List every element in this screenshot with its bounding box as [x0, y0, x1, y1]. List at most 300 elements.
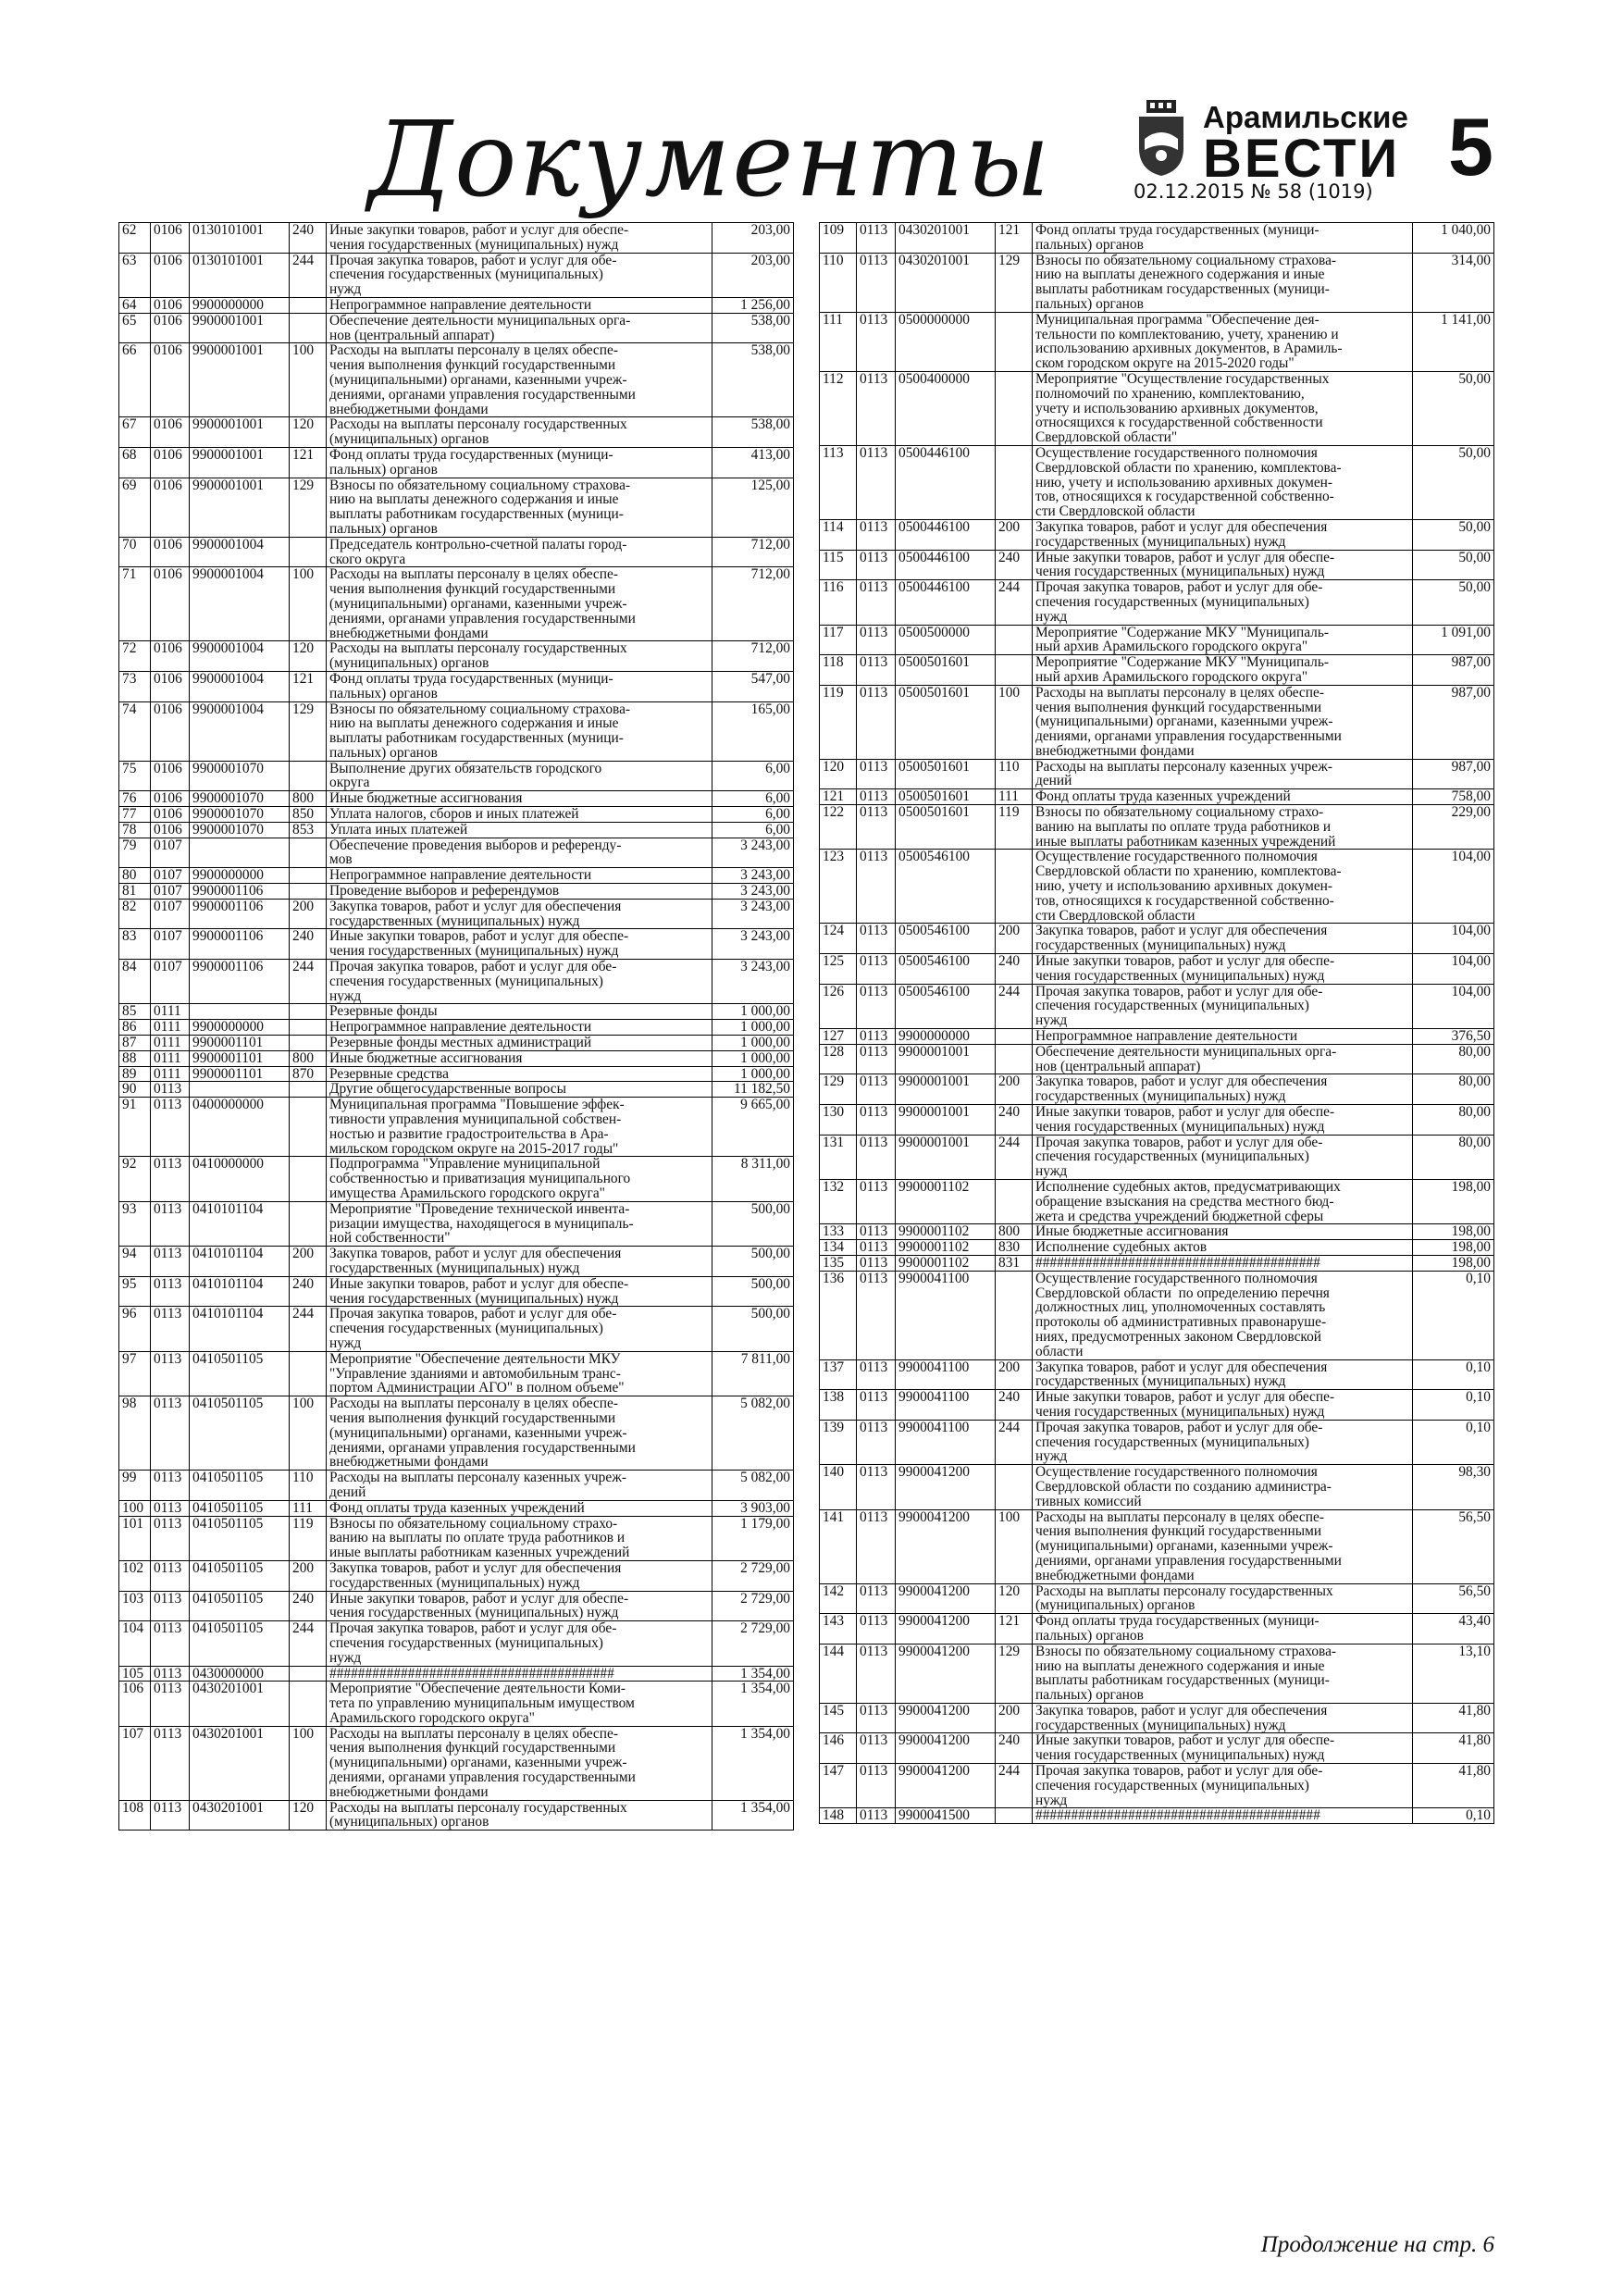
- expense-type: [996, 312, 1033, 371]
- expense-type: 129: [996, 253, 1033, 312]
- table-row: [119, 1666, 794, 1682]
- target-code: 9900041200: [896, 1465, 996, 1509]
- row-number: 80: [119, 868, 151, 884]
- amount: 3 903,00: [712, 1500, 794, 1516]
- row-number: 118: [820, 655, 857, 686]
- amount: 1 354,00: [712, 1800, 794, 1831]
- section-code: 0113: [857, 1044, 896, 1074]
- row-number: 68: [119, 447, 151, 478]
- table-row: [119, 1020, 794, 1036]
- amount: 1 000,00: [712, 1036, 794, 1051]
- section-code: 0113: [151, 1800, 190, 1831]
- section-code: 0107: [151, 899, 190, 929]
- target-code: 0500446100: [896, 445, 996, 519]
- target-code: 0410101104: [190, 1201, 290, 1246]
- row-number: 107: [119, 1726, 151, 1800]
- row-number: 79: [119, 838, 151, 868]
- expense-type: 120: [996, 1583, 1033, 1614]
- expense-type: 120: [290, 417, 327, 448]
- amount: 1 000,00: [712, 1066, 794, 1082]
- row-number: 105: [119, 1666, 151, 1682]
- expense-type: [290, 537, 327, 567]
- item-name: Иные закупки товаров, работ и услуг для обеспе- чения государственных (муниципальных) нужд: [1033, 1733, 1413, 1764]
- section-code: 0113: [857, 1240, 896, 1256]
- expense-type: 121: [290, 671, 327, 701]
- table-row: [119, 1351, 794, 1396]
- row-number: 124: [820, 924, 857, 954]
- section-code: 0106: [151, 537, 190, 567]
- amount: 5 082,00: [712, 1396, 794, 1471]
- section-code: 0113: [151, 1471, 190, 1501]
- item-name: ########################################: [1033, 1255, 1413, 1271]
- target-code: 0500446100: [896, 550, 996, 580]
- expense-type: 240: [290, 1276, 327, 1307]
- target-code: 9900041100: [896, 1359, 996, 1390]
- item-name: Иные закупки товаров, работ и услуг для обеспе- чения государственных (муниципальных) нужд: [1033, 550, 1413, 580]
- expense-type: 100: [996, 685, 1033, 759]
- item-name: Иные закупки товаров, работ и услуг для обеспе- чения государственных (муниципальных) нужд: [1033, 1105, 1413, 1136]
- row-number: 117: [820, 625, 857, 655]
- amount: 56,50: [1413, 1583, 1494, 1614]
- section-code: 0113: [151, 1082, 190, 1098]
- amount: 80,00: [1413, 1135, 1494, 1179]
- expense-type: [996, 445, 1033, 519]
- target-code: 0500501601: [896, 789, 996, 805]
- item-name: Расходы на выплаты персоналу в целях обеспе- чения выполнения функций государственными (муниципальными) органами, казенными учреж- дениями, органами управления государственными внебюджетными фондами: [327, 343, 712, 417]
- expense-type: 200: [290, 1247, 327, 1277]
- target-code: 0410501105: [190, 1621, 290, 1666]
- row-number: 90: [119, 1082, 151, 1098]
- row-number: 76: [119, 791, 151, 807]
- row-number: 139: [820, 1420, 857, 1464]
- amount: 203,00: [712, 253, 794, 297]
- target-code: 0430201001: [190, 1682, 290, 1726]
- item-name: Закупка товаров, работ и услуг для обеспечения государственных (муниципальных) нужд: [1033, 519, 1413, 550]
- expense-type: [290, 1682, 327, 1726]
- item-name: Расходы на выплаты персоналу в целях обеспе- чения выполнения функций государственными (муниципальными) органами, казенными учреж- дениями, органами управления государственными внебюджетными фондами: [1033, 1509, 1413, 1583]
- item-name: Прочая закупка товаров, работ и услуг для обе- спечения государственных (муниципальных) нужд: [327, 253, 712, 297]
- item-name: ########################################: [327, 1666, 712, 1682]
- row-number: 128: [820, 1044, 857, 1074]
- amount: 3 243,00: [712, 899, 794, 929]
- item-name: Осуществление государственного полномочия Свердловской области по хранению, комплектова- нию, учету и использованию архивных докумен- тов, относящихся к государственной собственно- сти Свердловской области: [1033, 850, 1413, 924]
- table-row: [119, 671, 794, 701]
- table-row: [119, 1066, 794, 1082]
- amount: 50,00: [1413, 550, 1494, 580]
- expense-type: [290, 1201, 327, 1246]
- section-code: 0113: [857, 1583, 896, 1614]
- expense-type: 200: [996, 1359, 1033, 1390]
- amount: 987,00: [1413, 685, 1494, 759]
- target-code: 9900001001: [896, 1044, 996, 1074]
- target-code: 9900001004: [190, 641, 290, 672]
- target-code: 0410501105: [190, 1560, 290, 1591]
- section-code: 0113: [857, 1465, 896, 1509]
- amount: 0,10: [1413, 1390, 1494, 1421]
- item-name: Осуществление государственного полномочия Свердловской области по определению перечня должностных лиц, уполномоченных составлять протоколы об административных правонаруше- ниях, предусмотренных законом Свердловской области: [1033, 1271, 1413, 1359]
- section-code: 0113: [857, 1420, 896, 1464]
- table-row: [820, 805, 1494, 850]
- item-name: Иные закупки товаров, работ и услуг для обеспе- чения государственных (муниципальных) нужд: [1033, 1390, 1413, 1421]
- row-number: 119: [820, 685, 857, 759]
- row-number: 93: [119, 1201, 151, 1246]
- expense-type: 800: [290, 1050, 327, 1066]
- section-code: 0113: [857, 625, 896, 655]
- target-code: [190, 1004, 290, 1020]
- amount: 538,00: [712, 417, 794, 448]
- expense-type: [996, 655, 1033, 686]
- section-code: 0106: [151, 701, 190, 761]
- row-number: 100: [119, 1500, 151, 1516]
- table-row: [820, 1271, 1494, 1359]
- item-name: Обеспечение проведения выборов и референду- мов: [327, 838, 712, 868]
- expense-type: [290, 1157, 327, 1201]
- amount: 500,00: [712, 1276, 794, 1307]
- target-code: 9900041200: [896, 1509, 996, 1583]
- item-name: Закупка товаров, работ и услуг для обеспечения государственных (муниципальных) нужд: [327, 1560, 712, 1591]
- table-row: [119, 822, 794, 838]
- section-code: 0113: [857, 789, 896, 805]
- amount: 165,00: [712, 701, 794, 761]
- section-code: 0113: [857, 1135, 896, 1179]
- target-code: 9900001001: [190, 343, 290, 417]
- item-name: Прочая закупка товаров, работ и услуг для обе- спечения государственных (муниципальных) нужд: [327, 1307, 712, 1351]
- item-name: Иные бюджетные ассигнования: [327, 791, 712, 807]
- expense-type: [290, 868, 327, 884]
- table-row: [119, 447, 794, 478]
- table-row: [119, 701, 794, 761]
- section-code: 0113: [857, 1074, 896, 1105]
- section-code: 0113: [857, 312, 896, 371]
- amount: 98,30: [1413, 1465, 1494, 1509]
- amount: 198,00: [1413, 1180, 1494, 1224]
- item-name: Расходы на выплаты персоналу государственных (муниципальных) органов: [327, 1800, 712, 1831]
- section-code: 0113: [857, 1509, 896, 1583]
- row-number: 104: [119, 1621, 151, 1666]
- table-row: [820, 1255, 1494, 1271]
- amount: 5 082,00: [712, 1471, 794, 1501]
- row-number: 131: [820, 1135, 857, 1179]
- target-code: 9900041100: [896, 1271, 996, 1359]
- row-number: 133: [820, 1224, 857, 1240]
- row-number: 64: [119, 297, 151, 313]
- table-row: [119, 1726, 794, 1800]
- amount: 41,80: [1413, 1764, 1494, 1808]
- table-row: [119, 1157, 794, 1201]
- target-code: 9900001004: [190, 701, 290, 761]
- amount: 314,00: [1413, 253, 1494, 312]
- amount: 3 243,00: [712, 960, 794, 1004]
- amount: 41,80: [1413, 1733, 1494, 1764]
- row-number: 102: [119, 1560, 151, 1591]
- item-name: Осуществление государственного полномочия Свердловской области по хранению, комплектова- нию, учету и использованию архивных докумен- тов, относящихся к государственной собственно- сти Свердловской области: [1033, 445, 1413, 519]
- amount: 198,00: [1413, 1255, 1494, 1271]
- section-code: 0106: [151, 567, 190, 641]
- item-name: Закупка товаров, работ и услуг для обеспечения государственных (муниципальных) нужд: [327, 899, 712, 929]
- expense-type: 244: [290, 1621, 327, 1666]
- amount: 104,00: [1413, 850, 1494, 924]
- expense-type: 244: [996, 1420, 1033, 1464]
- expense-type: 129: [290, 701, 327, 761]
- expense-type: 244: [290, 253, 327, 297]
- section-code: 0113: [857, 850, 896, 924]
- item-name: Выполнение других обязательств городского округа: [327, 761, 712, 791]
- amount: 3 243,00: [712, 838, 794, 868]
- item-name: Резервные фонды: [327, 1004, 712, 1020]
- target-code: 9900041100: [896, 1390, 996, 1421]
- expense-type: [996, 625, 1033, 655]
- item-name: Председатель контрольно-счетной палаты город- ского округа: [327, 537, 712, 567]
- item-name: Проведение выборов и референдумов: [327, 884, 712, 900]
- table-row: [119, 1247, 794, 1277]
- amount: 6,00: [712, 807, 794, 823]
- row-number: 87: [119, 1036, 151, 1051]
- table-row: [119, 1516, 794, 1560]
- section-code: 0113: [151, 1098, 190, 1157]
- expense-type: 200: [996, 1703, 1033, 1733]
- item-name: Мероприятие "Осуществление государственных полномочий по хранению, комплектованию, учету и использованию архивных документов, относящихся к государственной собственности Свердловской области": [1033, 371, 1413, 445]
- target-code: 9900000000: [190, 1020, 290, 1036]
- item-name: Фонд оплаты труда государственных (муници- пальных) органов: [327, 671, 712, 701]
- section-code: 0113: [151, 1247, 190, 1277]
- table-row: [820, 312, 1494, 371]
- target-code: 9900001004: [190, 567, 290, 641]
- row-number: 126: [820, 984, 857, 1028]
- section-code: 0113: [857, 1644, 896, 1703]
- coat-of-arms-icon: [1134, 98, 1189, 178]
- target-code: 0500546100: [896, 984, 996, 1028]
- row-number: 121: [820, 789, 857, 805]
- item-name: Прочая закупка товаров, работ и услуг для обе- спечения государственных (муниципальных) нужд: [327, 1621, 712, 1666]
- amount: 712,00: [712, 641, 794, 672]
- row-number: 88: [119, 1050, 151, 1066]
- expense-type: 129: [290, 478, 327, 537]
- row-number: 123: [820, 850, 857, 924]
- expense-type: 120: [290, 1800, 327, 1831]
- section-code: 0113: [857, 1703, 896, 1733]
- row-number: 66: [119, 343, 151, 417]
- amount: 1 000,00: [712, 1004, 794, 1020]
- item-name: Прочая закупка товаров, работ и услуг для обе- спечения государственных (муниципальных) нужд: [1033, 1135, 1413, 1179]
- page-number: 5: [1448, 101, 1493, 192]
- row-number: 71: [119, 567, 151, 641]
- target-code: 0500546100: [896, 850, 996, 924]
- target-code: 9900001001: [896, 1074, 996, 1105]
- target-code: 0410501105: [190, 1516, 290, 1560]
- brand-top: Арамильские: [1203, 100, 1408, 134]
- table-row: [119, 417, 794, 448]
- item-name: Мероприятие "Содержание МКУ "Муниципаль- ный архив Арамильского городского округа": [1033, 625, 1413, 655]
- expense-type: [996, 1044, 1033, 1074]
- expense-type: [290, 1098, 327, 1157]
- row-number: 125: [820, 954, 857, 985]
- item-name: Обеспечение деятельности муниципальных орга- нов (центральный аппарат): [327, 313, 712, 343]
- table-row: [119, 1800, 794, 1831]
- expense-type: 870: [290, 1066, 327, 1082]
- target-code: 0410501105: [190, 1471, 290, 1501]
- row-number: 65: [119, 313, 151, 343]
- amount: 11 182,50: [712, 1082, 794, 1098]
- item-name: Осуществление государственного полномочия Свердловской области по созданию администра- тивных комиссий: [1033, 1465, 1413, 1509]
- item-name: Мероприятие "Обеспечение деятельности МКУ "Управление зданиями и автомобильным транс- портом Администрации АГО" в полном объеме": [327, 1351, 712, 1396]
- expense-type: [290, 1082, 327, 1098]
- table-row: [119, 297, 794, 313]
- table-row: [119, 537, 794, 567]
- amount: 987,00: [1413, 759, 1494, 789]
- section-code: 0113: [857, 223, 896, 254]
- row-number: 141: [820, 1509, 857, 1583]
- item-name: Исполнение судебных актов: [1033, 1240, 1413, 1256]
- expense-type: [996, 371, 1033, 445]
- target-code: 0500501601: [896, 685, 996, 759]
- table-row: [119, 868, 794, 884]
- section-code: 0113: [857, 1255, 896, 1271]
- section-code: 0113: [151, 1666, 190, 1682]
- amount: 50,00: [1413, 371, 1494, 445]
- section-code: 0106: [151, 447, 190, 478]
- table-row: [820, 984, 1494, 1028]
- target-code: 9900001101: [190, 1050, 290, 1066]
- table-row: [119, 1098, 794, 1157]
- section-code: 0113: [857, 1390, 896, 1421]
- item-name: Расходы на выплаты персоналу государственных (муниципальных) органов: [327, 417, 712, 448]
- item-name: Закупка товаров, работ и услуг для обеспечения государственных (муниципальных) нужд: [1033, 1703, 1413, 1733]
- row-number: 77: [119, 807, 151, 823]
- item-name: Непрограммное направление деятельности: [327, 868, 712, 884]
- section-code: 0113: [857, 1614, 896, 1644]
- item-name: Мероприятие "Обеспечение деятельности Коми- тета по управлению муниципальным имуществом Арамильского городского округа": [327, 1682, 712, 1726]
- target-code: 0500546100: [896, 954, 996, 985]
- amount: 0,10: [1413, 1420, 1494, 1464]
- section-code: 0113: [151, 1516, 190, 1560]
- table-row: [820, 1509, 1494, 1583]
- expense-type: 850: [290, 807, 327, 823]
- row-number: 111: [820, 312, 857, 371]
- table-row: [820, 445, 1494, 519]
- row-number: 73: [119, 671, 151, 701]
- row-number: 136: [820, 1271, 857, 1359]
- item-name: Иные закупки товаров, работ и услуг для обеспе- чения государственных (муниципальных) нужд: [327, 929, 712, 960]
- row-number: 62: [119, 223, 151, 254]
- expense-type: 240: [996, 1733, 1033, 1764]
- table-row: [119, 1050, 794, 1066]
- amount: 229,00: [1413, 805, 1494, 850]
- table-row: [119, 223, 794, 254]
- target-code: 0500500000: [896, 625, 996, 655]
- expense-type: 200: [996, 519, 1033, 550]
- row-number: 92: [119, 1157, 151, 1201]
- expense-type: [996, 1271, 1033, 1359]
- table-row: [820, 789, 1494, 805]
- target-code: 9900001102: [896, 1255, 996, 1271]
- expense-type: 244: [290, 1307, 327, 1351]
- page-header: [0, 0, 1623, 231]
- target-code: 9900001001: [896, 1105, 996, 1136]
- section-code: 0107: [151, 929, 190, 960]
- section-title: Документы: [368, 100, 1052, 220]
- item-name: Расходы на выплаты персоналу в целях обеспе- чения выполнения функций государственными (муниципальными) органами, казенными учреж- дениями, органами управления государственными внебюджетными фондами: [1033, 685, 1413, 759]
- expense-type: [290, 1036, 327, 1051]
- section-code: 0106: [151, 478, 190, 537]
- target-code: 9900000000: [190, 868, 290, 884]
- expense-type: [290, 313, 327, 343]
- expense-type: 830: [996, 1240, 1033, 1256]
- target-code: 0130101001: [190, 223, 290, 254]
- target-code: 9900041200: [896, 1583, 996, 1614]
- section-code: 0111: [151, 1050, 190, 1066]
- item-name: Закупка товаров, работ и услуг для обеспечения государственных (муниципальных) нужд: [1033, 1359, 1413, 1390]
- table-row: [119, 960, 794, 1004]
- table-row: [119, 761, 794, 791]
- table-row: [820, 954, 1494, 985]
- section-code: 0106: [151, 343, 190, 417]
- item-name: Расходы на выплаты персоналу государственных (муниципальных) органов: [327, 641, 712, 672]
- budget-table-right: [819, 222, 1494, 1824]
- item-name: Иные закупки товаров, работ и услуг для обеспе- чения государственных (муниципальных) нужд: [1033, 954, 1413, 985]
- target-code: 9900001106: [190, 929, 290, 960]
- table-row: [119, 884, 794, 900]
- table-row: [119, 1591, 794, 1621]
- expense-type: [996, 1465, 1033, 1509]
- expense-type: 200: [290, 899, 327, 929]
- expense-type: 800: [290, 791, 327, 807]
- expense-type: 129: [996, 1644, 1033, 1703]
- target-code: 9900001004: [190, 537, 290, 567]
- table-row: [820, 1359, 1494, 1390]
- target-code: 9900000000: [190, 297, 290, 313]
- target-code: 9900001102: [896, 1224, 996, 1240]
- target-code: 9900001004: [190, 671, 290, 701]
- target-code: 9900001070: [190, 822, 290, 838]
- row-number: 72: [119, 641, 151, 672]
- left-table-column: [118, 222, 794, 1831]
- section-code: 0107: [151, 868, 190, 884]
- row-number: 103: [119, 1591, 151, 1621]
- expense-type: 121: [996, 223, 1033, 254]
- expense-type: 200: [290, 1560, 327, 1591]
- amount: 987,00: [1413, 655, 1494, 686]
- item-name: Фонд оплаты труда казенных учреждений: [327, 1500, 712, 1516]
- row-number: 110: [820, 253, 857, 312]
- target-code: 0500546100: [896, 924, 996, 954]
- item-name: Закупка товаров, работ и услуг для обеспечения государственных (муниципальных) нужд: [1033, 924, 1413, 954]
- section-code: 0106: [151, 223, 190, 254]
- table-row: [119, 1201, 794, 1246]
- item-name: Уплата иных платежей: [327, 822, 712, 838]
- section-code: 0113: [857, 253, 896, 312]
- expense-type: 244: [996, 580, 1033, 625]
- row-number: 113: [820, 445, 857, 519]
- table-row: [820, 223, 1494, 254]
- expense-type: 111: [290, 1500, 327, 1516]
- right-table-column: [819, 222, 1494, 1824]
- section-code: 0113: [151, 1396, 190, 1471]
- target-code: 0500400000: [896, 371, 996, 445]
- target-code: 9900001070: [190, 791, 290, 807]
- expense-type: 244: [290, 960, 327, 1004]
- amount: 1 000,00: [712, 1050, 794, 1066]
- table-row: [119, 1082, 794, 1098]
- amount: 50,00: [1413, 445, 1494, 519]
- amount: 1 000,00: [712, 1020, 794, 1036]
- row-number: 74: [119, 701, 151, 761]
- section-code: 0106: [151, 297, 190, 313]
- target-code: 0500446100: [896, 580, 996, 625]
- item-name: Расходы на выплаты персоналу в целях обеспе- чения выполнения функций государственными (муниципальными) органами, казенными учреж- дениями, органами управления государственными внебюджетными фондами: [327, 1396, 712, 1471]
- section-code: 0107: [151, 838, 190, 868]
- table-row: [119, 791, 794, 807]
- row-number: 138: [820, 1390, 857, 1421]
